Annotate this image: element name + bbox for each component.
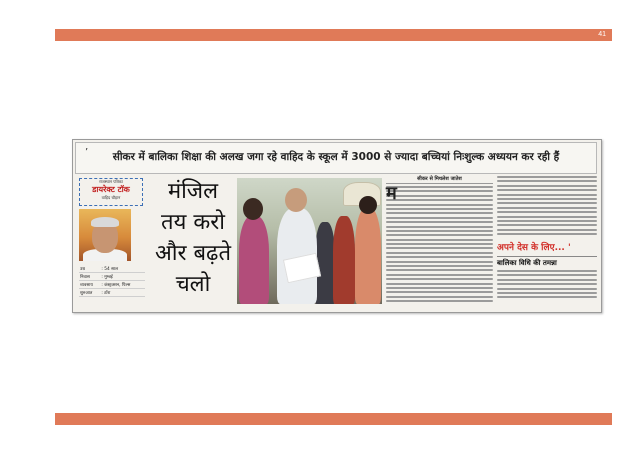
info-value: : मुम्बई [100,273,145,281]
text-line [386,261,493,263]
headline-strip [75,142,597,174]
text-line [386,296,493,298]
promo-text: अपने देस के लिए... ' [497,243,571,253]
text-line [386,234,493,236]
info-label: निवास [79,273,100,281]
info-value: : टॉरा [100,289,145,297]
info-row [79,289,145,297]
text-line [497,176,597,178]
bottom-accent-bar [55,413,612,425]
text-line [497,279,597,281]
brand-person-name: वाहिद चौहान [101,195,121,200]
article-byline: सीकर से मिथलेश जातेश [386,176,493,184]
photo-person-head [243,198,263,220]
photo-person-head [285,188,307,212]
text-line [497,180,597,182]
text-line [497,288,597,290]
text-line [386,230,493,232]
text-line [386,217,493,219]
photo-person [239,216,269,304]
title-line: मंजिल [167,179,219,204]
text-line [497,229,597,231]
text-line [497,283,597,285]
text-line [386,226,493,228]
info-row [79,273,145,281]
title-line: चलो [175,272,211,297]
brand-box [79,178,143,206]
text-line [386,204,493,206]
text-line [386,243,493,245]
text-line [497,216,597,218]
text-line [386,186,493,188]
text-line [497,189,597,191]
info-row [79,281,145,289]
text-line [386,283,493,285]
article-body [386,176,493,308]
text-line [386,287,493,289]
text-line [497,296,597,298]
photo-person-head [359,196,377,214]
text-line [497,220,597,222]
text-line [386,300,493,302]
text-line [497,270,597,272]
text-line [386,195,493,197]
top-accent-bar [55,29,612,41]
brand-title: डायरेक्ट टॉक [92,185,130,194]
text-line [386,221,493,223]
headline: सीकर में बालिका शिक्षा की अलख जगा रहे वाहिद के स्कूल में 3000 से ज्यादा बच्चियां निःशुल्क अध्ययन कर रही हैं [112,151,560,163]
side-text [497,176,597,238]
sidebar-text [497,270,597,302]
text-line [497,185,597,187]
side-column [497,176,597,308]
photo-person [355,208,381,304]
newspaper-clipping [72,139,602,313]
text-line [497,292,597,294]
text-line [497,211,597,213]
text-line [497,224,597,226]
info-value: : कंस्ट्रक्शन, पिल्स [100,281,145,289]
portrait-hair [91,217,119,227]
text-line [386,291,493,293]
text-line [386,199,493,201]
info-label: शुरुआत [79,289,100,297]
info-label: उम्र [79,265,100,273]
info-value: : 54 साल [100,265,145,273]
tick-mark-icon: ’ [85,147,89,158]
profile-column [79,178,145,306]
text-line [497,194,597,196]
news-photo [237,178,382,304]
info-label: व्यवसाय [79,281,100,289]
page-number: 41 [598,31,606,38]
title-line: तय करो [161,210,225,235]
portrait-photo [79,209,131,261]
photo-person [333,216,355,304]
text-line [497,233,597,235]
text-line [386,256,493,258]
text-line [497,274,597,276]
text-line [386,265,493,267]
text-line [386,208,493,210]
text-line [386,274,493,276]
article-text [386,183,493,302]
feature-title [149,176,237,306]
text-line [386,239,493,241]
text-line [386,212,493,214]
text-line [497,202,597,204]
sidebar-heading: बालिका विधि की तमन्ना [497,256,597,268]
text-line [386,252,493,254]
text-line [386,278,493,280]
text-line [386,269,493,271]
brand-newspaper-name: राजस्थान पत्रिका [99,179,123,184]
text-line [386,247,493,249]
title-line: और बढ़ते [155,241,231,266]
text-line [386,190,493,192]
text-line [497,198,597,200]
info-row [79,265,145,273]
text-line [497,207,597,209]
drop-cap: म [386,183,397,204]
profile-info-table [79,265,145,297]
